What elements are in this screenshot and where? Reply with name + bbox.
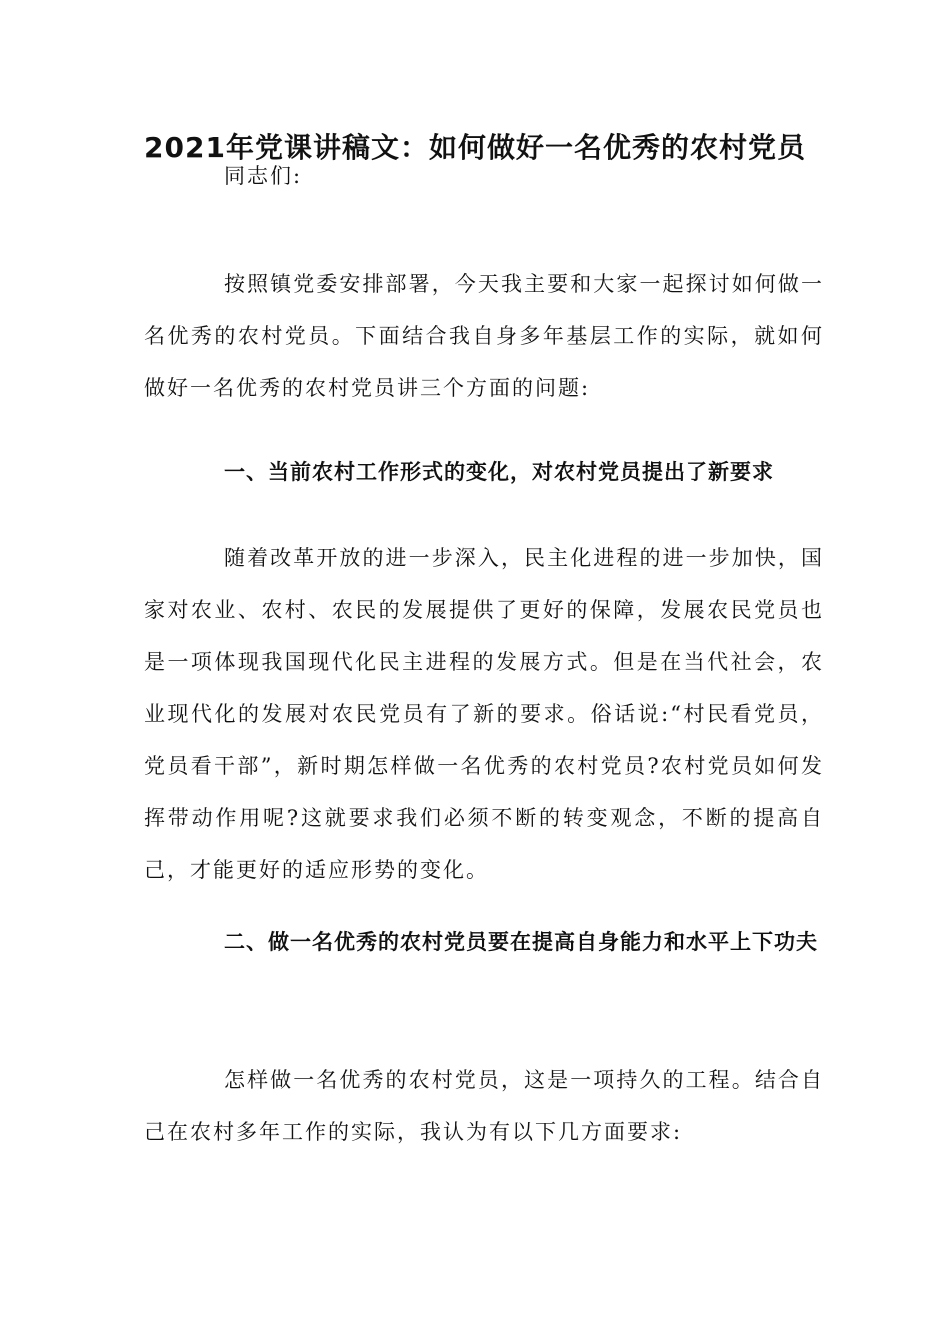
intro-paragraph: 按照镇党委安排部署，今天我主要和大家一起探讨如何做一名优秀的农村党员。下面结合我自身多年基层工作的实际，就如何做好一名优秀的农村党员讲三个方面的问题: bbox=[144, 272, 824, 400]
section-2-body: 怎样做一名优秀的农村党员，这是一项持久的工程。结合自己在农村多年工作的实际，我认为有以下几方面要求: bbox=[144, 1068, 824, 1144]
section-2-heading: 二、做一名优秀的农村党员要在提高自身能力和水平上下功夫 bbox=[224, 930, 818, 954]
section-1-heading: 一、当前农村工作形式的变化，对农村党员提出了新要求 bbox=[224, 460, 774, 484]
document-title: 2021年党课讲稿文：如何做好一名优秀的农村党员 bbox=[144, 131, 806, 164]
section-1-body: 随着改革开放的进一步深入，民主化进程的进一步加快，国家对农业、农村、农民的发展提供了更好的保障，发展农民党员也是一项体现我国现代化民主进程的发展方式。但是在当代社会，农业现代化的发展对农民党员有了新的要求。俗话说:“村民看党员，党员看干部”，新时期怎样做一名优秀的农村党员?农村党员如何发挥带动作用呢?这就要求我们必须不断的转变观念，不断的提高自己，才能更好的适应形势的变化。 bbox=[144, 546, 824, 882]
salutation: 同志们: bbox=[224, 164, 303, 188]
